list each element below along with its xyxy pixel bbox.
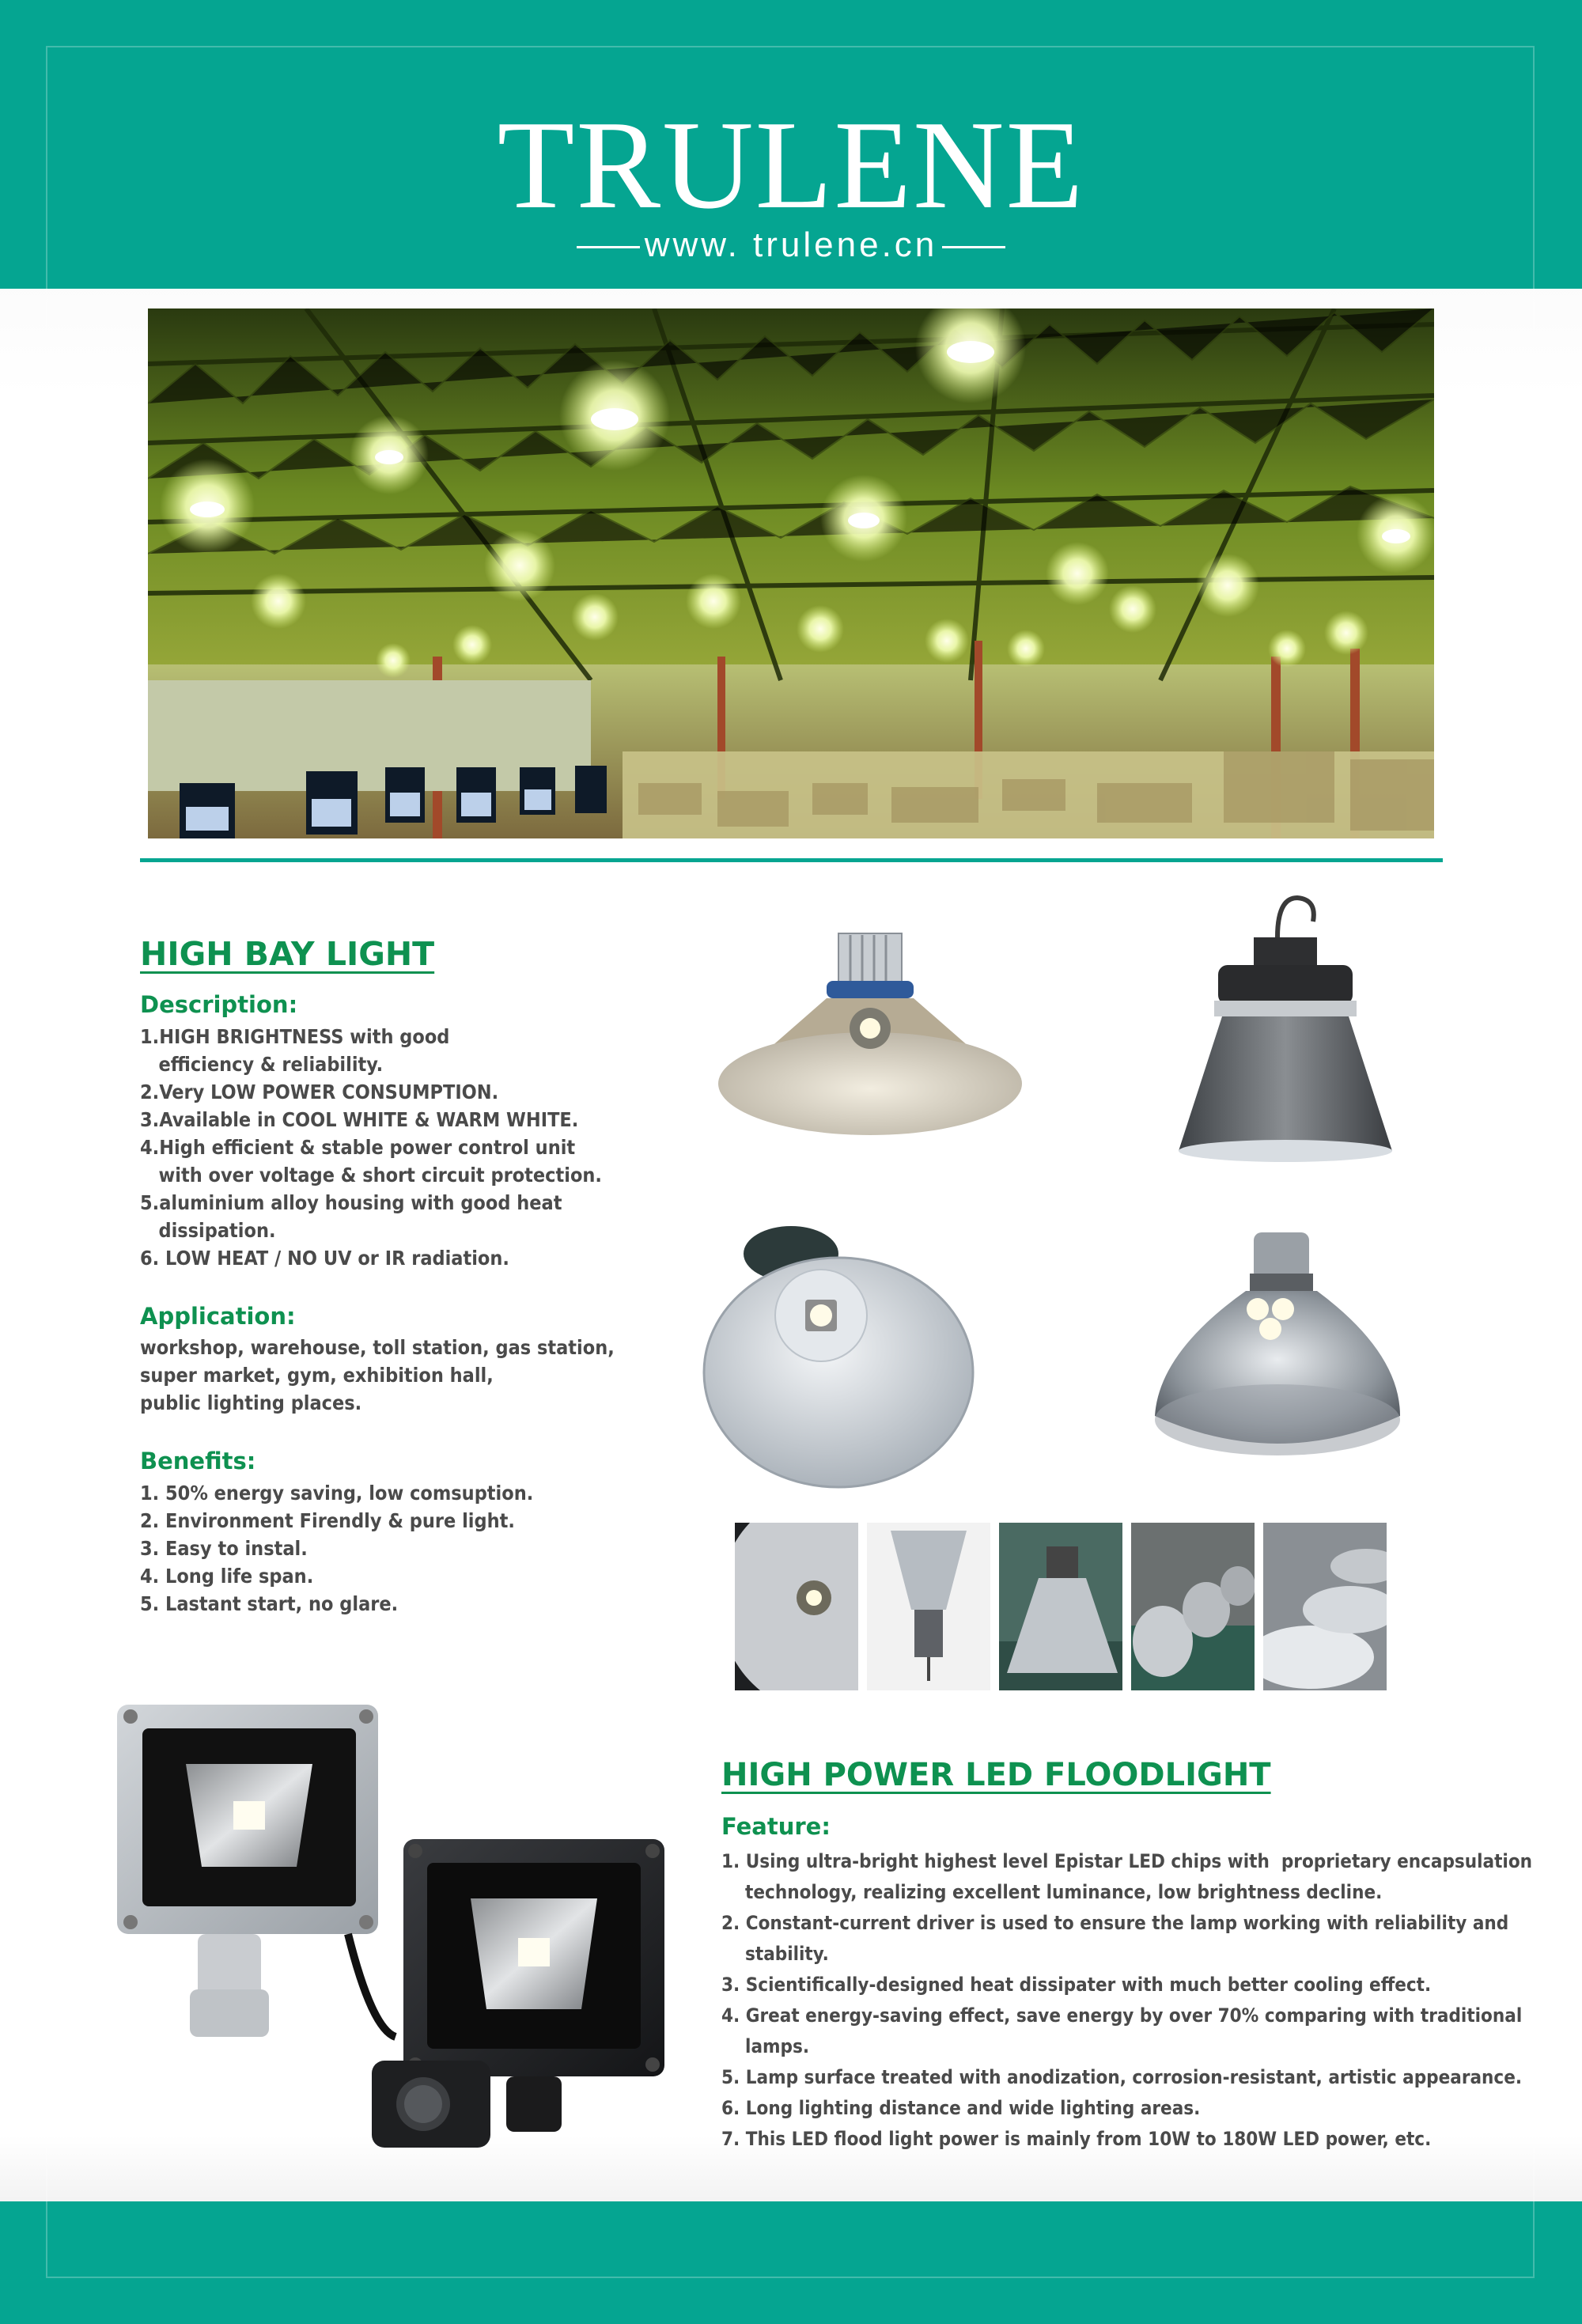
application-line: super market, gym, exhibition hall, xyxy=(140,1364,494,1387)
floodlight-title: HIGH POWER LED FLOODLIGHT xyxy=(721,1757,1271,1793)
website-url-row xyxy=(0,225,1582,265)
feature-line: stability. xyxy=(721,1943,829,1965)
url-dash-right xyxy=(942,246,1005,248)
warehouse-photo xyxy=(148,308,1434,838)
description-heading: Description: xyxy=(140,991,298,1018)
benefit-line: 1. 50% energy saving, low comsuption. xyxy=(140,1482,534,1505)
description-line: 6. LOW HEAT / NO UV or IR radiation. xyxy=(140,1247,509,1270)
section-divider xyxy=(140,858,1443,862)
feature-line: 2. Constant-current driver is used to ensure the lamp working with reliability and xyxy=(721,1912,1509,1934)
description-line: efficiency & reliability. xyxy=(140,1053,384,1076)
benefits-heading: Benefits: xyxy=(140,1448,256,1474)
application-heading: Application: xyxy=(140,1303,296,1330)
floodlight-image xyxy=(111,1697,680,2171)
description-line: 4.High efficient & stable power control unit xyxy=(140,1136,576,1159)
description-line: dissipation. xyxy=(140,1219,276,1242)
lamp-image-dark-hooked xyxy=(1159,890,1412,1175)
description-line: 2.Very LOW POWER CONSUMPTION. xyxy=(140,1081,499,1103)
thumbnail-lamp-side-view xyxy=(867,1523,990,1690)
lamp-image-silver-wide xyxy=(708,925,1032,1147)
application-line: public lighting places. xyxy=(140,1391,362,1414)
high-bay-title: HIGH BAY LIGHT xyxy=(140,935,435,973)
thumbnail-reflector-closeup xyxy=(735,1523,858,1690)
feature-line: technology, realizing excellent luminance, low brightness decline. xyxy=(721,1881,1383,1903)
thumbnail-reflectors-stacked xyxy=(1263,1523,1387,1690)
website-url: www. trulene.cn xyxy=(644,225,938,264)
description-line: with over voltage & short circuit protection. xyxy=(140,1164,602,1187)
lamp-image-three-led xyxy=(1139,1226,1416,1487)
application-line: workshop, warehouse, toll station, gas station, xyxy=(140,1336,615,1359)
benefit-line: 4. Long life span. xyxy=(140,1565,314,1588)
benefit-line: 3. Easy to instal. xyxy=(140,1537,308,1560)
description-line: 1.HIGH BRIGHTNESS with good xyxy=(140,1025,450,1048)
footer-band xyxy=(0,2201,1582,2324)
feature-line: 1. Using ultra-bright highest level Epistar LED chips with proprietary encapsulation xyxy=(721,1850,1533,1872)
brand-logo: TRULENE xyxy=(497,94,1085,235)
feature-line: 6. Long lighting distance and wide lighting areas. xyxy=(721,2097,1201,2119)
description-line: 5.aluminium alloy housing with good heat xyxy=(140,1191,562,1214)
benefit-line: 5. Lastant start, no glare. xyxy=(140,1592,399,1615)
feature-line: 7. This LED flood light power is mainly from 10W to 180W LED power, etc. xyxy=(721,2128,1432,2150)
description-line: 3.Available in COOL WHITE & WARM WHITE. xyxy=(140,1108,579,1131)
benefit-line: 2. Environment Firendly & pure light. xyxy=(140,1509,515,1532)
feature-line: lamps. xyxy=(721,2035,810,2057)
lamp-image-white-dome xyxy=(696,1222,989,1491)
feature-heading: Feature: xyxy=(721,1813,831,1840)
feature-line: 3. Scientifically-designed heat dissipater with much better cooling effect. xyxy=(721,1974,1432,1996)
feature-line: 4. Great energy-saving effect, save energy by over 70% comparing with traditional xyxy=(721,2004,1523,2027)
thumbnail-lamp-on-table xyxy=(999,1523,1122,1690)
thumbnail-factory-assembly-line xyxy=(1131,1523,1255,1690)
url-dash-left xyxy=(577,246,640,248)
feature-line: 5. Lamp surface treated with anodization, corrosion-resistant, artistic appearance. xyxy=(721,2066,1523,2088)
